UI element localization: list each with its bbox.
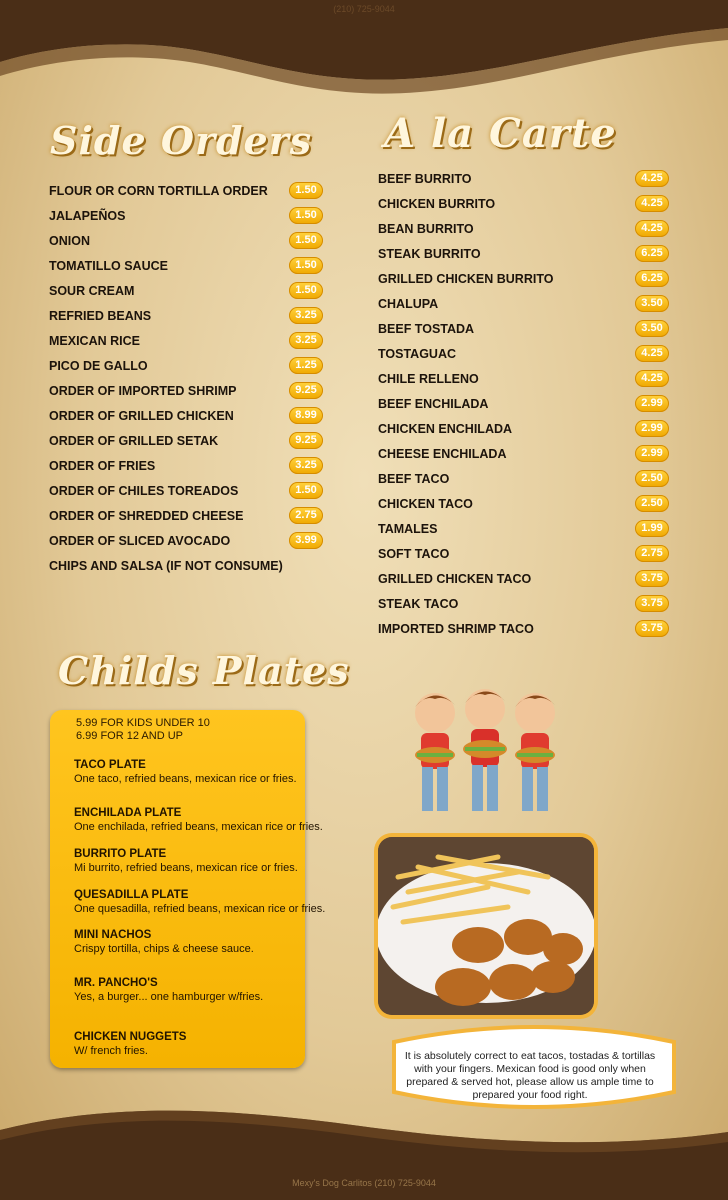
price-badge: 3.75 [635, 620, 669, 637]
childs-plates-box [50, 710, 326, 1068]
plate-name: QUESADILLA PLATE [74, 889, 189, 901]
price-badge: 3.25 [289, 457, 323, 474]
plate-description: W/ french fries. [74, 1045, 148, 1057]
item-name: ORDER OF CHILES TOREADOS [49, 483, 239, 498]
price-badge: 6.25 [635, 245, 669, 262]
menu-item [378, 591, 678, 616]
menu-item [378, 241, 678, 266]
item-name: SOFT TACO [378, 546, 450, 561]
item-name: BEEF TOSTADA [378, 321, 475, 336]
child-plate-item [74, 758, 297, 786]
item-name: GRILLED CHICKEN BURRITO [378, 271, 554, 286]
item-name: TOSTAGUAC [378, 346, 457, 361]
price-badge: 8.99 [289, 407, 323, 424]
price-badge: 1.50 [289, 207, 323, 224]
menu-item [49, 378, 339, 403]
price-badge: 1.50 [289, 257, 323, 274]
notice-text: It is absolutely correct to eat tacos, tostadas & tortillas with your fingers. Mexican food is good only when prepared & served hot, please allow us ample time to prepared your food right. [404, 1050, 656, 1101]
menu-item [378, 341, 678, 366]
menu-item [49, 278, 339, 303]
item-name: FLOUR OR CORN TORTILLA ORDER [49, 183, 268, 198]
plate-name: MINI NACHOS [74, 929, 152, 941]
price-badge: 9.25 [289, 382, 323, 399]
price-badge: 3.25 [289, 307, 323, 324]
brand-watermark-bottom: Mexy's Dog Carlitos (210) 725-9044 [292, 1178, 436, 1188]
menu-item [49, 453, 339, 478]
menu-item [49, 353, 339, 378]
plate-name: MR. PANCHO'S [74, 977, 158, 989]
plate-name: TACO PLATE [74, 759, 146, 771]
menu-item [49, 303, 339, 328]
price-badge: 2.50 [635, 495, 669, 512]
childs-plates-prices [76, 717, 210, 743]
item-name: BEEF TACO [378, 471, 450, 486]
top-decorative-band [0, 0, 728, 120]
child-plate-item [74, 888, 325, 916]
item-name: BEEF ENCHILADA [378, 396, 489, 411]
item-name: PICO DE GALLO [49, 358, 148, 373]
item-name: JALAPEÑOS [49, 208, 126, 223]
price-badge: 2.99 [635, 395, 669, 412]
a-la-carte-heading: A la Carte [384, 110, 617, 157]
plate-description: One taco, refried beans, mexican rice or fries. [74, 773, 297, 785]
kids-with-burgers-illustration [405, 685, 565, 825]
menu-item [378, 166, 678, 191]
menu-item [378, 516, 678, 541]
menu-item [49, 203, 339, 228]
child-plate-item [74, 847, 298, 875]
price-badge: 3.75 [635, 570, 669, 587]
menu-item [378, 291, 678, 316]
item-name: GRILLED CHICKEN TACO [378, 571, 532, 586]
nuggets-fries-image [378, 837, 594, 1015]
price-badge: 3.50 [635, 295, 669, 312]
menu-item [378, 366, 678, 391]
menu-item [378, 541, 678, 566]
price-badge: 9.25 [289, 432, 323, 449]
item-name: STEAK BURRITO [378, 246, 481, 261]
price-badge: 1.25 [289, 357, 323, 374]
menu-item [378, 316, 678, 341]
menu-item [49, 328, 339, 353]
price-badge: 2.99 [635, 445, 669, 462]
plate-description: One enchilada, refried beans, mexican rice or fries. [74, 821, 323, 833]
menu-item [49, 428, 339, 453]
item-name: TOMATILLO SAUCE [49, 258, 168, 273]
price-badge: 2.75 [635, 545, 669, 562]
plate-name: CHICKEN NUGGETS [74, 1031, 187, 1043]
price-badge: 3.99 [289, 532, 323, 549]
plate-name: ENCHILADA PLATE [74, 807, 182, 819]
price-badge: 2.99 [635, 420, 669, 437]
item-name: SOUR CREAM [49, 283, 135, 298]
price-badge: 4.25 [635, 170, 669, 187]
menu-item [378, 266, 678, 291]
price-badge: 2.75 [289, 507, 323, 524]
plate-name: BURRITO PLATE [74, 848, 167, 860]
menu-item [378, 616, 678, 641]
price-badge: 1.50 [289, 482, 323, 499]
price-badge: 1.50 [289, 232, 323, 249]
price-badge: 4.25 [635, 220, 669, 237]
menu-item [378, 566, 678, 591]
child-plate-item [74, 806, 323, 834]
menu-item [378, 191, 678, 216]
child-plate-item [74, 1030, 186, 1058]
menu-item [49, 178, 339, 203]
price-line-12-and-up: 6.99 FOR 12 AND UP [76, 730, 183, 742]
price-badge: 3.25 [289, 332, 323, 349]
menu-item [49, 528, 339, 553]
menu-item [378, 391, 678, 416]
item-name: CHEESE ENCHILADA [378, 446, 507, 461]
price-badge: 1.50 [289, 182, 323, 199]
menu-item [49, 228, 339, 253]
price-badge: 4.25 [635, 195, 669, 212]
plate-description: Crispy tortilla, chips & cheese sauce. [74, 943, 254, 955]
item-name: ORDER OF SLICED AVOCADO [49, 533, 231, 548]
item-name: CHICKEN BURRITO [378, 196, 496, 211]
plate-description: One quesadilla, refried beans, mexican rice or fries. [74, 903, 326, 915]
menu-item [49, 253, 339, 278]
item-name: IMPORTED SHRIMP TACO [378, 621, 534, 636]
menu-item [378, 491, 678, 516]
price-badge: 4.25 [635, 370, 669, 387]
item-name: BEAN BURRITO [378, 221, 474, 236]
plate-description: Mi burrito, refried beans, mexican rice or fries. [74, 862, 298, 874]
menu-item [378, 466, 678, 491]
item-name: ORDER OF FRIES [49, 458, 156, 473]
side-orders-list [49, 178, 339, 578]
price-line-under-10: 5.99 FOR KIDS UNDER 10 [76, 717, 210, 729]
item-name: TAMALES [378, 521, 438, 536]
menu-item [49, 403, 339, 428]
menu-item [378, 416, 678, 441]
item-name: ONION [49, 233, 90, 248]
price-badge: 3.75 [635, 595, 669, 612]
price-badge: 6.25 [635, 270, 669, 287]
price-badge: 4.25 [635, 345, 669, 362]
side-orders-heading: Side Orders [50, 118, 313, 163]
item-name: CHALUPA [378, 296, 439, 311]
item-name: ORDER OF IMPORTED SHRIMP [49, 383, 237, 398]
menu-item [378, 216, 678, 241]
plate-description: Yes, a burger... one hamburger w/fries. [74, 991, 264, 1003]
item-name: ORDER OF GRILLED SETAK [49, 433, 219, 448]
item-name: ORDER OF GRILLED CHICKEN [49, 408, 234, 423]
item-name: REFRIED BEANS [49, 308, 152, 323]
item-name: BEEF BURRITO [378, 171, 472, 186]
menu-item [49, 553, 339, 578]
menu-item [49, 503, 339, 528]
price-badge: 1.50 [289, 282, 323, 299]
child-plate-item [74, 976, 263, 1004]
price-badge: 1.99 [635, 520, 669, 537]
item-name: CHIPS AND SALSA (IF NOT CONSUME) [49, 558, 283, 573]
item-name: CHICKEN TACO [378, 496, 473, 511]
a-la-carte-list [378, 166, 678, 641]
item-name: ORDER OF SHREDDED CHEESE [49, 508, 244, 523]
price-badge: 3.50 [635, 320, 669, 337]
item-name: CHICKEN ENCHILADA [378, 421, 513, 436]
childs-plates-heading: Childs Plates [58, 648, 350, 693]
item-name: MEXICAN RICE [49, 333, 140, 348]
item-name: CHILE RELLENO [378, 371, 479, 386]
nuggets-and-fries-photo [374, 833, 598, 1019]
menu-item [378, 441, 678, 466]
brand-watermark-top: (210) 725-9044 [333, 4, 395, 14]
price-badge: 2.50 [635, 470, 669, 487]
menu-item [49, 478, 339, 503]
item-name: STEAK TACO [378, 596, 459, 611]
child-plate-item [74, 928, 254, 956]
